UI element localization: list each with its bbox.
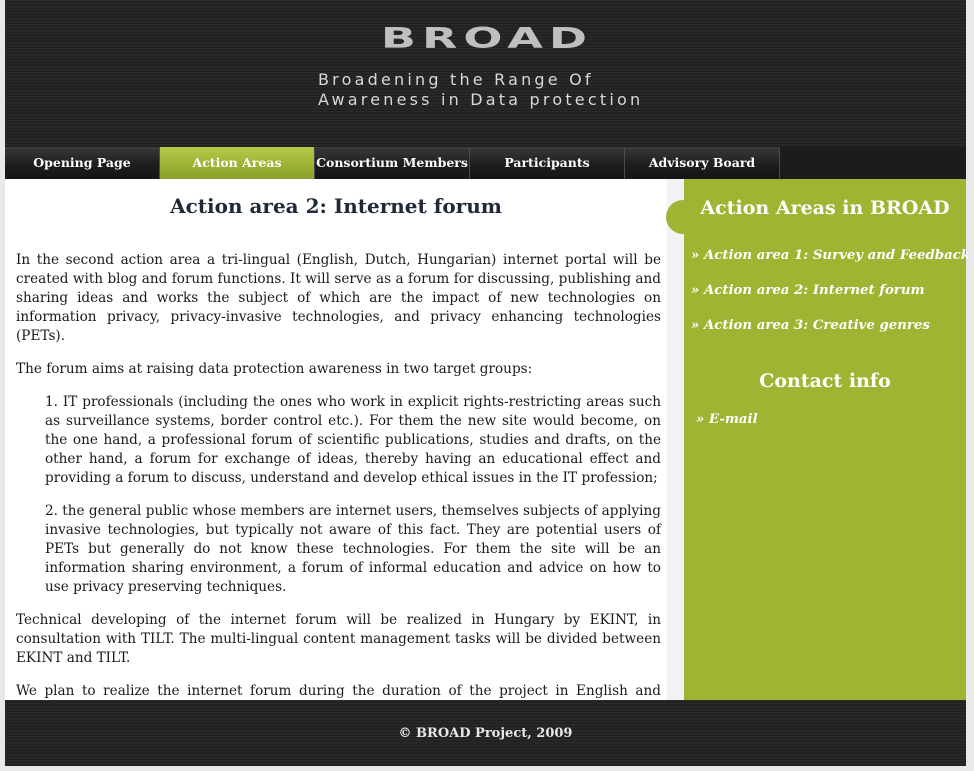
page-title: Action area 2: Internet forum xyxy=(170,194,502,218)
sidebar-heading: Action Areas in BROAD xyxy=(700,197,950,219)
contact-heading: Contact info xyxy=(759,370,891,392)
site-logo[interactable]: BROAD xyxy=(380,21,594,55)
paragraph-target-groups: The forum aims at raising data protection awareness in two target groups: xyxy=(16,361,533,377)
nav-action-areas[interactable]: Action Areas xyxy=(160,147,315,179)
nav-opening-page[interactable]: Opening Page xyxy=(5,147,160,179)
nav-consortium-members[interactable]: Consortium Members xyxy=(315,147,470,179)
footer-copyright: © BROAD Project, 2009 xyxy=(398,726,573,741)
site-header xyxy=(5,0,966,147)
site-tagline-line-1: Broadening the Range Of xyxy=(318,70,594,89)
sidebar-link-action-area-3[interactable]: » Action area 3: Creative genres xyxy=(691,318,930,333)
list-item-general-public: 2. the general public whose members are internet users, themselves subjects of applying invasive technologies, but typically not aware of this fact. They are potential users of PETs but generally do not know these technologies. For them the site will be an information sharing environment, a forum of informal education and advice on how to use privacy preserving techniques. xyxy=(45,503,661,595)
sidebar-link-action-area-2[interactable]: » Action area 2: Internet forum xyxy=(691,283,925,298)
site-tagline-line-2: Awareness in Data protection xyxy=(318,90,644,109)
main-navigation xyxy=(5,147,781,179)
paragraph-plan: We plan to realize the internet forum during the duration of the project in English and xyxy=(16,683,661,699)
paragraph-technical: Technical developing of the internet forum will be realized in Hungary by EKINT, in consultation with TILT. The multi-lingual content management tasks will be divided between EKINT and TILT. xyxy=(16,612,661,666)
paragraph-intro: In the second action area a tri-lingual (English, Dutch, Hungarian) internet portal will be created with blog and forum functions. It will serve as a forum for discussing, publishing and sharing ideas and works the subject of which are the impact of new technologies on information privacy, privacy-invasive technologies, and privacy enhancing technologies (PETs). xyxy=(16,252,661,344)
page-frame xyxy=(5,0,971,766)
nav-advisory-board[interactable]: Advisory Board xyxy=(625,147,780,179)
nav-participants[interactable]: Participants xyxy=(470,147,625,179)
sidebar-link-action-area-1[interactable]: » Action area 1: Survey and Feedback xyxy=(691,248,971,263)
article-body xyxy=(16,251,661,753)
email-link[interactable]: » E-mail xyxy=(696,412,758,427)
main-content xyxy=(5,179,667,700)
site-footer xyxy=(5,700,966,766)
sidebar xyxy=(684,179,971,700)
content-divider xyxy=(667,179,684,700)
list-item-it-professionals: 1. IT professionals (including the ones who work in explicit rights-restricting areas such as surveillance systems, border control etc.). For them the new site would become, on the one hand, a professional forum of scientific publications, studies and drafts, on the other hand, a forum for exchange of ideas, thereby having an educational effect and providing a forum to discuss, understand and develop ethical issues in the IT profession; xyxy=(45,394,661,486)
